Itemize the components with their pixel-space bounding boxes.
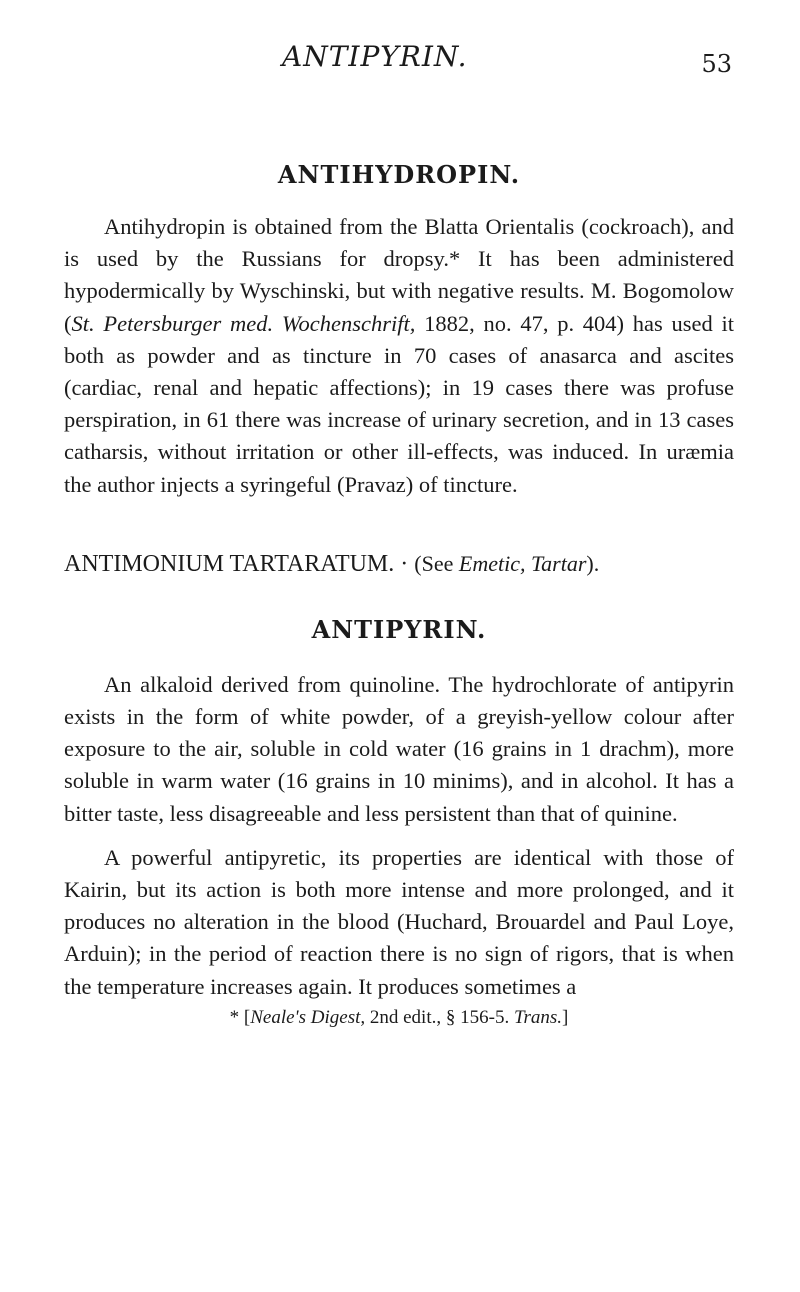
paragraph-antipyrin-2: A powerful antipyretic, its properties are identical with those of Kairin, but its action is both more intense and more prolonged, and it produces no alteration in the blood (Huchard, Brouardel and Paul Loye, Arduin); in the period of reaction there is no sign of rigors, that is when the temperature increases again. It produces sometimes a: [64, 844, 734, 999]
paragraph-antihydropin: [64, 211, 734, 501]
paragraph-text: 1882, no. 47, p. 404) has used it both as powder and as tincture in 70 cases of anasarca and ascites (cardiac, renal and hepatic affections); in 19 cases there was profuse perspiration, in 61 there was increase of urinary secretion, and in 13 cases catharsis, without irritation or other ill-effects, was induced. In uræmia the author injects a syringeful (Pravaz) of tincture.: [64, 310, 734, 497]
footnote-marker: * [: [229, 1006, 251, 1028]
footnote: [64, 1007, 734, 1029]
paragraph-antipyrin-1: An alkaloid derived from quinoline. The hydrochlorate of antipyrin exists in the form of white powder, of a greyish-yellow colour after exposure to the air, soluble in cold water (16 grains in 1 drachm), more soluble in warm water (16 grains in 10 minims), and in alcohol. It has a bitter taste, less disagreeable and less persistent than that of quinine.: [64, 671, 734, 826]
see-prefix: (See: [414, 550, 459, 576]
footnote-source: Neale's Digest,: [250, 1006, 366, 1028]
footnote-detail: 2nd edit., § 156-5.: [365, 1006, 514, 1028]
paragraph-text: Antihydropin is obtained from the Blatta Orientalis (cockroach), and is used by the Russians for dropsy.* It has been administered hypodermically by Wyschinski, but with negative results. M. Bogomolow (: [64, 214, 734, 336]
footnote-trans: Trans.: [513, 1006, 563, 1028]
cross-reference-antimonium: ANTIMONIUM TARTARATUM. · (See Emetic, Tartar).: [64, 550, 600, 577]
footnote-close: ]: [562, 1006, 569, 1028]
heading-antihydropin: ANTIHYDROPIN.: [277, 160, 521, 189]
running-title: ANTIPYRIN.: [282, 40, 468, 73]
see-suffix: ).: [586, 550, 600, 576]
journal-citation: St. Petersburger med. Wochenschrift,: [71, 310, 416, 336]
heading-antipyrin: ANTIPYRIN.: [311, 614, 487, 644]
heading-antimonium: ANTIMONIUM TARTARATUM.: [64, 550, 395, 577]
page-content: [64, 160, 734, 1029]
see-reference: Emetic, Tartar: [458, 550, 587, 576]
running-head: [0, 40, 800, 80]
page-number: 53: [701, 50, 732, 78]
